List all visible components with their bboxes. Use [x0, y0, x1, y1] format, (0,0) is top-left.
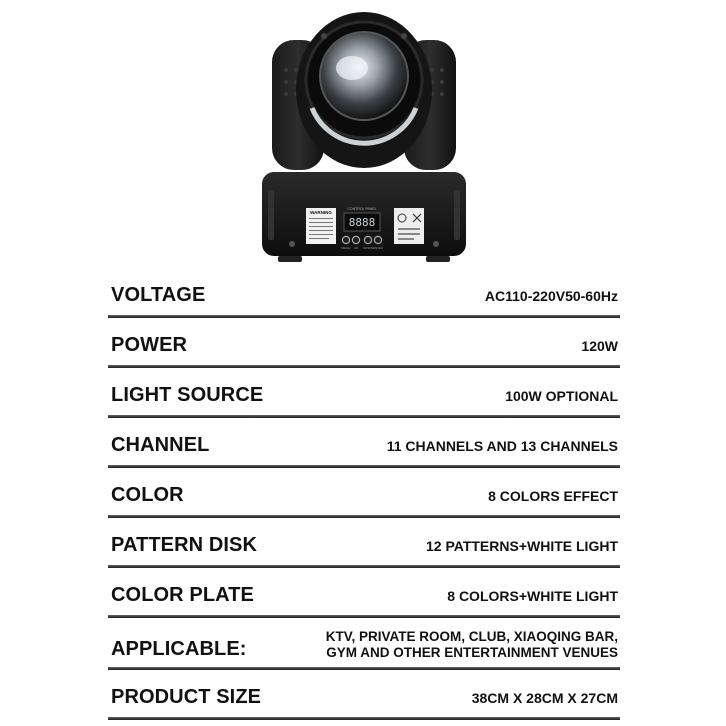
- spec-divider: [108, 515, 620, 518]
- spec-row-pattern-disk: [108, 522, 620, 572]
- specifications-table: [108, 272, 620, 724]
- spec-value: 11 CHANNELS AND 13 CHANNELS: [386, 438, 618, 454]
- light-head: [296, 12, 432, 168]
- spec-value-line: KTV, PRIVATE ROOM, CLUB, XIAOQING BAR,: [325, 629, 618, 644]
- spec-row-product-size: [108, 674, 620, 724]
- menu-button[interactable]: [342, 236, 349, 243]
- spec-divider: [108, 615, 620, 618]
- warning-label-text: WARNING: [310, 210, 332, 215]
- spec-divider: [108, 415, 620, 418]
- spec-divider: [108, 565, 620, 568]
- spec-divider: [108, 717, 620, 720]
- light-base: [262, 172, 466, 262]
- digital-display: 8888: [348, 216, 376, 229]
- spec-value: 38CM X 28CM X 27CM: [471, 690, 618, 706]
- spec-divider: [108, 667, 620, 670]
- spec-label: VOLTAGE: [111, 284, 206, 306]
- spec-label: COLOR PLATE: [111, 584, 254, 606]
- spec-divider: [108, 465, 620, 468]
- spec-value: 8 COLORS+WHITE LIGHT: [447, 588, 618, 604]
- spec-value: 120W: [581, 338, 618, 354]
- spec-value: [326, 629, 618, 661]
- down-button[interactable]: [364, 236, 371, 243]
- enter-button[interactable]: [374, 236, 381, 243]
- menu-button-label: MENU: [341, 246, 351, 250]
- spec-row-power: [108, 322, 620, 372]
- spec-label: PATTERN DISK: [111, 534, 258, 556]
- spec-label: CHANNEL: [111, 434, 210, 456]
- spec-divider: [108, 365, 620, 368]
- control-panel-label: CONTROL PANEL: [347, 207, 377, 211]
- spec-value: 12 PATTERNS+WHITE LIGHT: [426, 538, 618, 554]
- spec-value: 8 COLORS EFFECT: [488, 488, 618, 504]
- spec-row-channel: [108, 422, 620, 472]
- spec-label: POWER: [111, 334, 188, 356]
- spec-row-voltage: [108, 272, 620, 322]
- warning-label-sticker: [306, 208, 336, 244]
- spec-row-light-source: [108, 372, 620, 422]
- up-button-label: UP: [353, 246, 359, 250]
- certification-sticker: [394, 208, 424, 244]
- spec-label: PRODUCT SIZE: [111, 686, 262, 708]
- enter-button-label: ENTER: [372, 246, 384, 250]
- down-button-label: DOWN: [363, 246, 373, 250]
- spec-label: LIGHT SOURCE: [111, 384, 264, 406]
- spec-divider: [108, 315, 620, 318]
- spec-row-applicable: [108, 622, 620, 674]
- up-button[interactable]: [352, 236, 359, 243]
- spec-value: AC110-220V50-60Hz: [484, 288, 618, 304]
- spec-value-line: GYM AND OTHER ENTERTAINMENT VENUES: [326, 645, 618, 660]
- spec-label: APPLICABLE:: [111, 638, 247, 660]
- spec-value: 100W OPTIONAL: [505, 388, 618, 404]
- spec-label: COLOR: [111, 484, 184, 506]
- spec-row-color-plate: [108, 572, 620, 622]
- moving-head-light-image: [0, 0, 726, 268]
- spec-row-color: [108, 472, 620, 522]
